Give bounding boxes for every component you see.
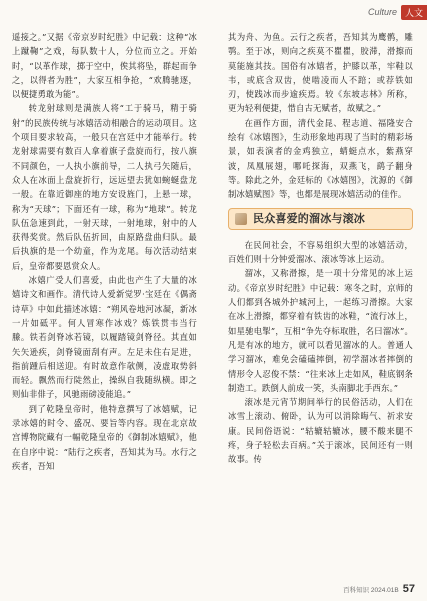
paragraph: 溜冰，又称滑擦，是一项十分常见的冰上运动。《帝京岁时纪胜》中记载：寒冬之时，京师的人们都到各城外护城河上，一起练习滑擦。大家在冰上滑擦，都穿着有铁齿的冰鞋，“流行冰上，如星驰电掣”，互相“争先夺标取胜，名曰溜冰”。凡是有冰的地方，就可以看见溜冰的人。普通人学习溜冰，难免会磕磕摔倒，初学溜冰者摔倒的情形令人忍俊不禁：“往来冰上走如风，鞋底钢条制造工。跌倒人前成一笑，头南脚北手西东。” <box>228 268 413 393</box>
section-label-chinese: 人文 <box>401 5 427 20</box>
paragraph: 转龙射球则是满族人将“工于骑马，精于骑射”的民族传统与冰嬉活动相融合的运动项目。这个项目要求较高，一般只在宫廷中才能举行。转龙射球需要有数百人拿着旗子盘旋而行，按八旗不同颜色，一人执小旗前导，二人执弓矢随后，众人在冰面上盘旋折行，远远望去犹如蜿蜒盘龙一般。在靠近御座的地方安设旌门，上悬一球，称为“天球”；下面还有一球，称为“地球”。转龙队伍急速到此，一射天球，一射地球，射中的人获得奖赏。然后队伍折回，由原路盘曲归队。最后执旗的是一个幼童，作为龙尾。每次活动结束后，皇帝都要恩赏众人。 <box>12 103 197 271</box>
publication-name: 百科知识 2024.01B <box>343 586 399 594</box>
section-label-english: Culture <box>367 7 397 17</box>
paragraph: 在画作方面，清代金昆、程志道、福隆安合绘有《冰嬉图》，生动形象地再现了当时的精彩场景，如表演者的金鸡独立，蜻蜓点水，紫燕穿波，凤凰展翅，哪吒探海，双燕飞，鹞子翻身等。除此之外，金廷标的《冰嬉图》，沈源的《御制冰嬉赋图》等，也都是展现冰嬉活动的佳作。 <box>228 117 413 200</box>
snowflake-icon <box>235 213 247 225</box>
paragraph: 遥接之。”又据《帝京岁时纪胜》中记载：这种“冰上蹴鞠”之戏，每队数十人，分位而立之。开始时，“以革作球，掷于空中，俟其将坠，群起而争之，以得者为胜”，大家互相争抢，“欢腾驰逐，以便捷勇敢为能”。 <box>12 32 197 100</box>
page-number: 57 <box>402 583 415 595</box>
paragraph: 滚冰是元宵节期间举行的民俗活动，人们在冰雪上滚动、俯卧，认为可以消除晦气、祈求安康。民间俗语说：“轱辘轱辘冰，腰不酸来腿不疼，身子轻松去百病。”关于滚冰，民间还有一则故事。传 <box>228 397 413 465</box>
section-heading-text: 民众喜爱的溜冰与滚冰 <box>253 211 365 225</box>
paragraph: 其为舟、为鱼。云行之疾者，吾知其为鹰鹘，雕鹗。至于冰，则向之疾莫不瞿瞿，胶滞，滑擦而莫能施其技。国俗有冰嬉者，护膝以革，牢鞋以韦，或底含双齿，使啮凌而人不踣；或荐铁如刃，使践冰而步逾疾焉。较《东坡志林》所称，更为轻利便捷，惜自古无赋者，故赋之。” <box>228 32 413 114</box>
paragraph: 冰嬉广受人们喜爱，由此也产生了大量的冰嬉诗文和画作。清代诗人爱新觉罗·宝廷在《偶斋诗草》中如此描述冰嬉：“朔风卷地河冰凝，新冰一片如砥平。何人冒寒作冰戏？炼铁贯韦当行縢。铁若剑脊冰若镜，以履踏镜剑脊径。其直如矢矢逊疾，剑脊镜面刮有声。左足未住右足进，指前踵后相送迎。有时故意作欹侧，凌虚取势斜而轻。飘然而行陡然止，操纵自我随纵横。即之则仙非俳子，风驰雨磅凌能追。” <box>12 275 197 400</box>
left-column <box>12 30 197 473</box>
right-column <box>228 30 413 467</box>
page-footer <box>343 583 415 595</box>
section-header <box>368 4 427 20</box>
paragraph: 在民间社会，不容易组织大型的冰嬉活动，百姓们则十分钟爱溜冰、滚冰等冰上运动。 <box>228 239 413 265</box>
section-heading <box>228 208 413 230</box>
paragraph: 到了乾隆皇帝时，他特意撰写了冰嬉赋，记录冰嬉的时令、盛况、要旨等内容。现在北京故宫博物院藏有一幅乾隆皇帝的《御制冰嬉赋》，他在自序中说：“陆行之疾者，吾知其为马。水行之疾者，吾知 <box>12 403 197 471</box>
